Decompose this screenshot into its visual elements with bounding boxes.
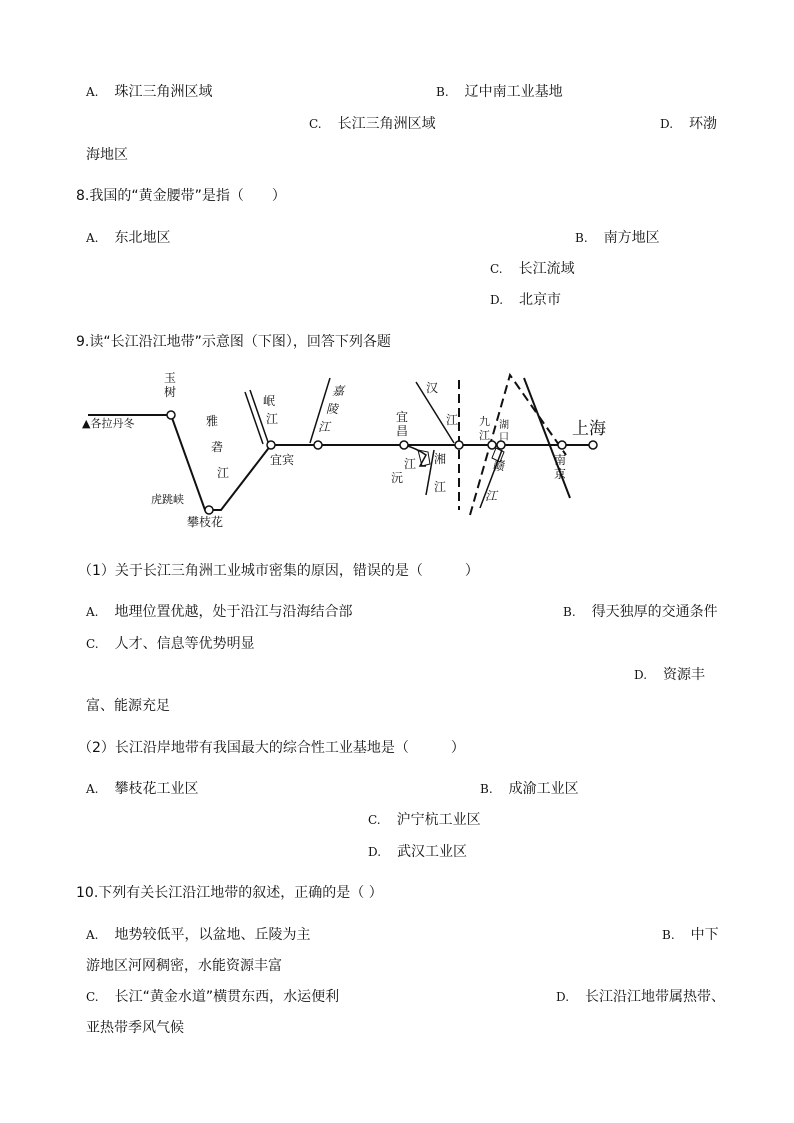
q9-sub2-option-d[interactable]: D. 武汉工业区 [368,844,468,860]
yichang-node [400,441,408,449]
yibin-node [267,441,275,449]
yuanjiang-label: 沅江 [391,457,417,485]
hukou-label: 湖口 [499,420,509,443]
q10-option-b-continued: 游地区河网稠密，水能资源丰富 [86,958,282,974]
q9-sub1-option-a[interactable]: A. 地理位置优越，处于沿江与沿海结合部 [86,604,353,620]
q7-option-b[interactable]: B. 辽中南工业基地 [436,84,563,100]
source-label: ▲各拉丹冬 [82,417,135,430]
q9-sub2-stem: （2）长江沿岸地带有我国最大的综合性工业基地是（ ） [78,740,465,756]
ganjiang-label: 赣江 [485,459,505,503]
q7-option-d[interactable]: D. 环渤 [660,116,718,132]
yichang-label: 宜昌 [396,410,409,438]
q9-sub1-option-d-continued: 富、能源充足 [86,698,170,714]
shanghai-label: 上海 [572,419,606,439]
q9-sub2-option-a[interactable]: A. 攀枝花工业区 [86,781,199,797]
q9-sub2-option-c[interactable]: C. 沪宁杭工业区 [368,812,481,828]
panzhihua-label: 攀枝花 [187,515,224,529]
q10-stem: 10.下列有关长江沿江地带的叙述，正确的是（ ） [76,885,383,901]
q7-option-d-continued: 海地区 [86,147,128,163]
nanjing-node [558,441,566,449]
q9-stem: 9.读“长江沿江地带”示意图（下图），回答下列各题 [76,334,391,350]
node-after-yibin [314,441,322,449]
q8-stem: 8.我国的“黄金腰带”是指（ ） [76,188,286,204]
q10-option-b[interactable]: B. 中下 [662,927,719,943]
q8-option-d[interactable]: D. 北京市 [490,292,562,308]
q9-sub2-option-b[interactable]: B. 成渝工业区 [480,781,579,797]
shanghai-node [589,441,597,449]
minjiang-label: 岷江 [263,394,279,426]
q9-sub1-option-c[interactable]: C. 人才、信息等优势明显 [86,636,255,652]
xiangjiang-line [426,450,434,495]
hutiaoxia-label: 虎跳峡 [151,493,184,506]
jiujiang-label: 九江 [479,415,490,442]
q7-option-c[interactable]: C. 长江三角洲区域 [309,116,436,132]
panzhihua-node [205,506,213,514]
q10-option-d-continued: 亚热带季风气候 [86,1020,184,1036]
q10-option-a[interactable]: A. 地势较低平，以盆地、丘陵为主 [86,927,311,943]
q9-sub1-option-b[interactable]: B. 得天独厚的交通条件 [563,604,718,620]
yushu-node [167,411,175,419]
q10-option-d[interactable]: D. 长江沿江地带属热带、 [556,989,726,1005]
nanjing-label: 南京 [554,453,567,481]
yibin-label: 宜宾 [270,453,295,467]
hanjiang-label: 汉江 [426,381,459,427]
q9-sub1-stem: （1）关于长江三角洲工业城市密集的原因，错误的是（ ） [78,563,479,579]
q7-option-a[interactable]: A. 珠江三角洲区域 [86,84,213,100]
xiangjiang-label: 湘江 [434,452,447,494]
q10-option-c[interactable]: C. 长江“黄金水道”横贯东西，水运便利 [86,989,340,1005]
q8-option-b[interactable]: B. 南方地区 [575,230,660,246]
yangtze-river-schematic-map [78,370,728,535]
jiujiang-node [488,441,496,449]
q9-sub1-option-d[interactable]: D. 资源丰 [634,667,706,683]
q8-option-c[interactable]: C. 长江流域 [490,261,575,277]
q8-option-a[interactable]: A. 东北地区 [86,230,171,246]
jialing-label: 嘉陵江 [318,384,345,434]
wuhan-node [455,441,463,449]
yushu-label: 玉树 [164,371,177,399]
yalong-label: 雅砻江 [206,414,230,480]
